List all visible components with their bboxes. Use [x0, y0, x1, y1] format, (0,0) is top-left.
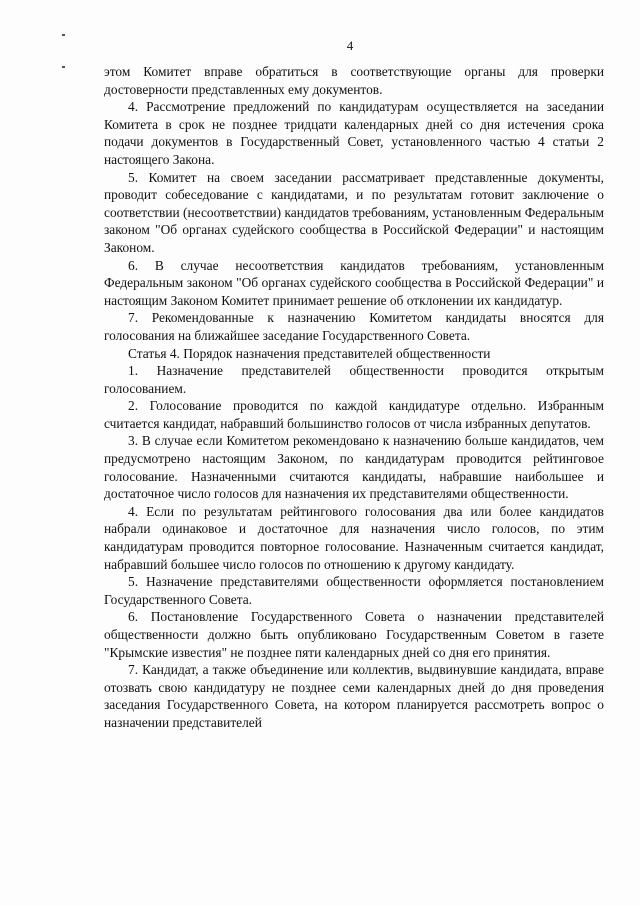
- paragraph: 2. Голосование проводится по каждой кандидатуре отдельно. Избранным считается кандидат, набравший большинство голосов от числа избранных депутатов.: [104, 398, 604, 431]
- scan-artifact-dot: [62, 34, 65, 36]
- scan-artifact-dot: [62, 66, 65, 68]
- paragraph: 5. Комитет на своем заседании рассматривает представленные документы, проводит собеседование с кандидатами, и по результатам готовит заключение о соответствии (несоответствии) кандидатов требованиям, установленным Федеральным законом "Об органах судейского сообщества в Российской Федерации" и настоящим Законом.: [104, 169, 604, 255]
- paragraph: этом Комитет вправе обратиться в соответствующие органы для проверки достоверности представленных ему документов.: [104, 64, 604, 97]
- paragraph: 7. Кандидат, а также объединение или коллектив, выдвинувшие кандидата, вправе отозвать свою кандидатуру не позднее семи календарных дней до дня проведения заседания Государственного Совета, на котором планируется рассмотреть вопрос о назначении представителей: [104, 662, 604, 730]
- paragraph: 5. Назначение представителями общественности оформляется постановлением Государственного Совета.: [104, 574, 604, 607]
- article-heading: Статья 4. Порядок назначения представителей общественности: [128, 345, 491, 361]
- paragraph: 7. Рекомендованные к назначению Комитетом кандидаты вносятся для голосования на ближайшее заседание Государственного Совета.: [104, 310, 604, 343]
- paragraph: 4. Рассмотрение предложений по кандидатурам осуществляется на заседании Комитета в срок не позднее тридцати календарных дней со дня истечения срока подачи документов в Государственный Совет, установленного частью 4 статьи 2 настоящего Закона.: [104, 99, 604, 167]
- document-body: [104, 63, 604, 732]
- paragraph: 1. Назначение представителей общественности проводится открытым голосованием.: [104, 363, 604, 396]
- page-number: 4: [346, 38, 354, 53]
- paragraph: 6. В случае несоответствия кандидатов требованиям, установленным Федеральным законом "Об органах судейского сообщества в Российской Федерации" и настоящим Законом Комитет принимает решение об отклонении их кандидатур.: [104, 257, 604, 308]
- paragraph: 4. Если по результатам рейтингового голосования два или более кандидатов набрали одинаковое и достаточное для назначения число голосов, по этим кандидатурам проводится повторное голосование. Назначенным считается кандидат, набравший большее число голосов по отношению к другому кандидату.: [104, 503, 604, 572]
- paragraph: 3. В случае если Комитетом рекомендовано к назначению больше кандидатов, чем предусмотрено настоящим Законом, по кандидатурам проводится рейтинговое голосование. Назначенными считаются кандидаты, набравшие наибольшее и достаточное число голосов для назначения их представителями общественности.: [104, 433, 604, 502]
- paragraph: 6. Постановление Государственного Совета о назначении представителей общественности должно быть опубликовано Государственным Советом в газете "Крымские известия" не позднее пяти календарных дней со дня его принятия.: [104, 609, 604, 660]
